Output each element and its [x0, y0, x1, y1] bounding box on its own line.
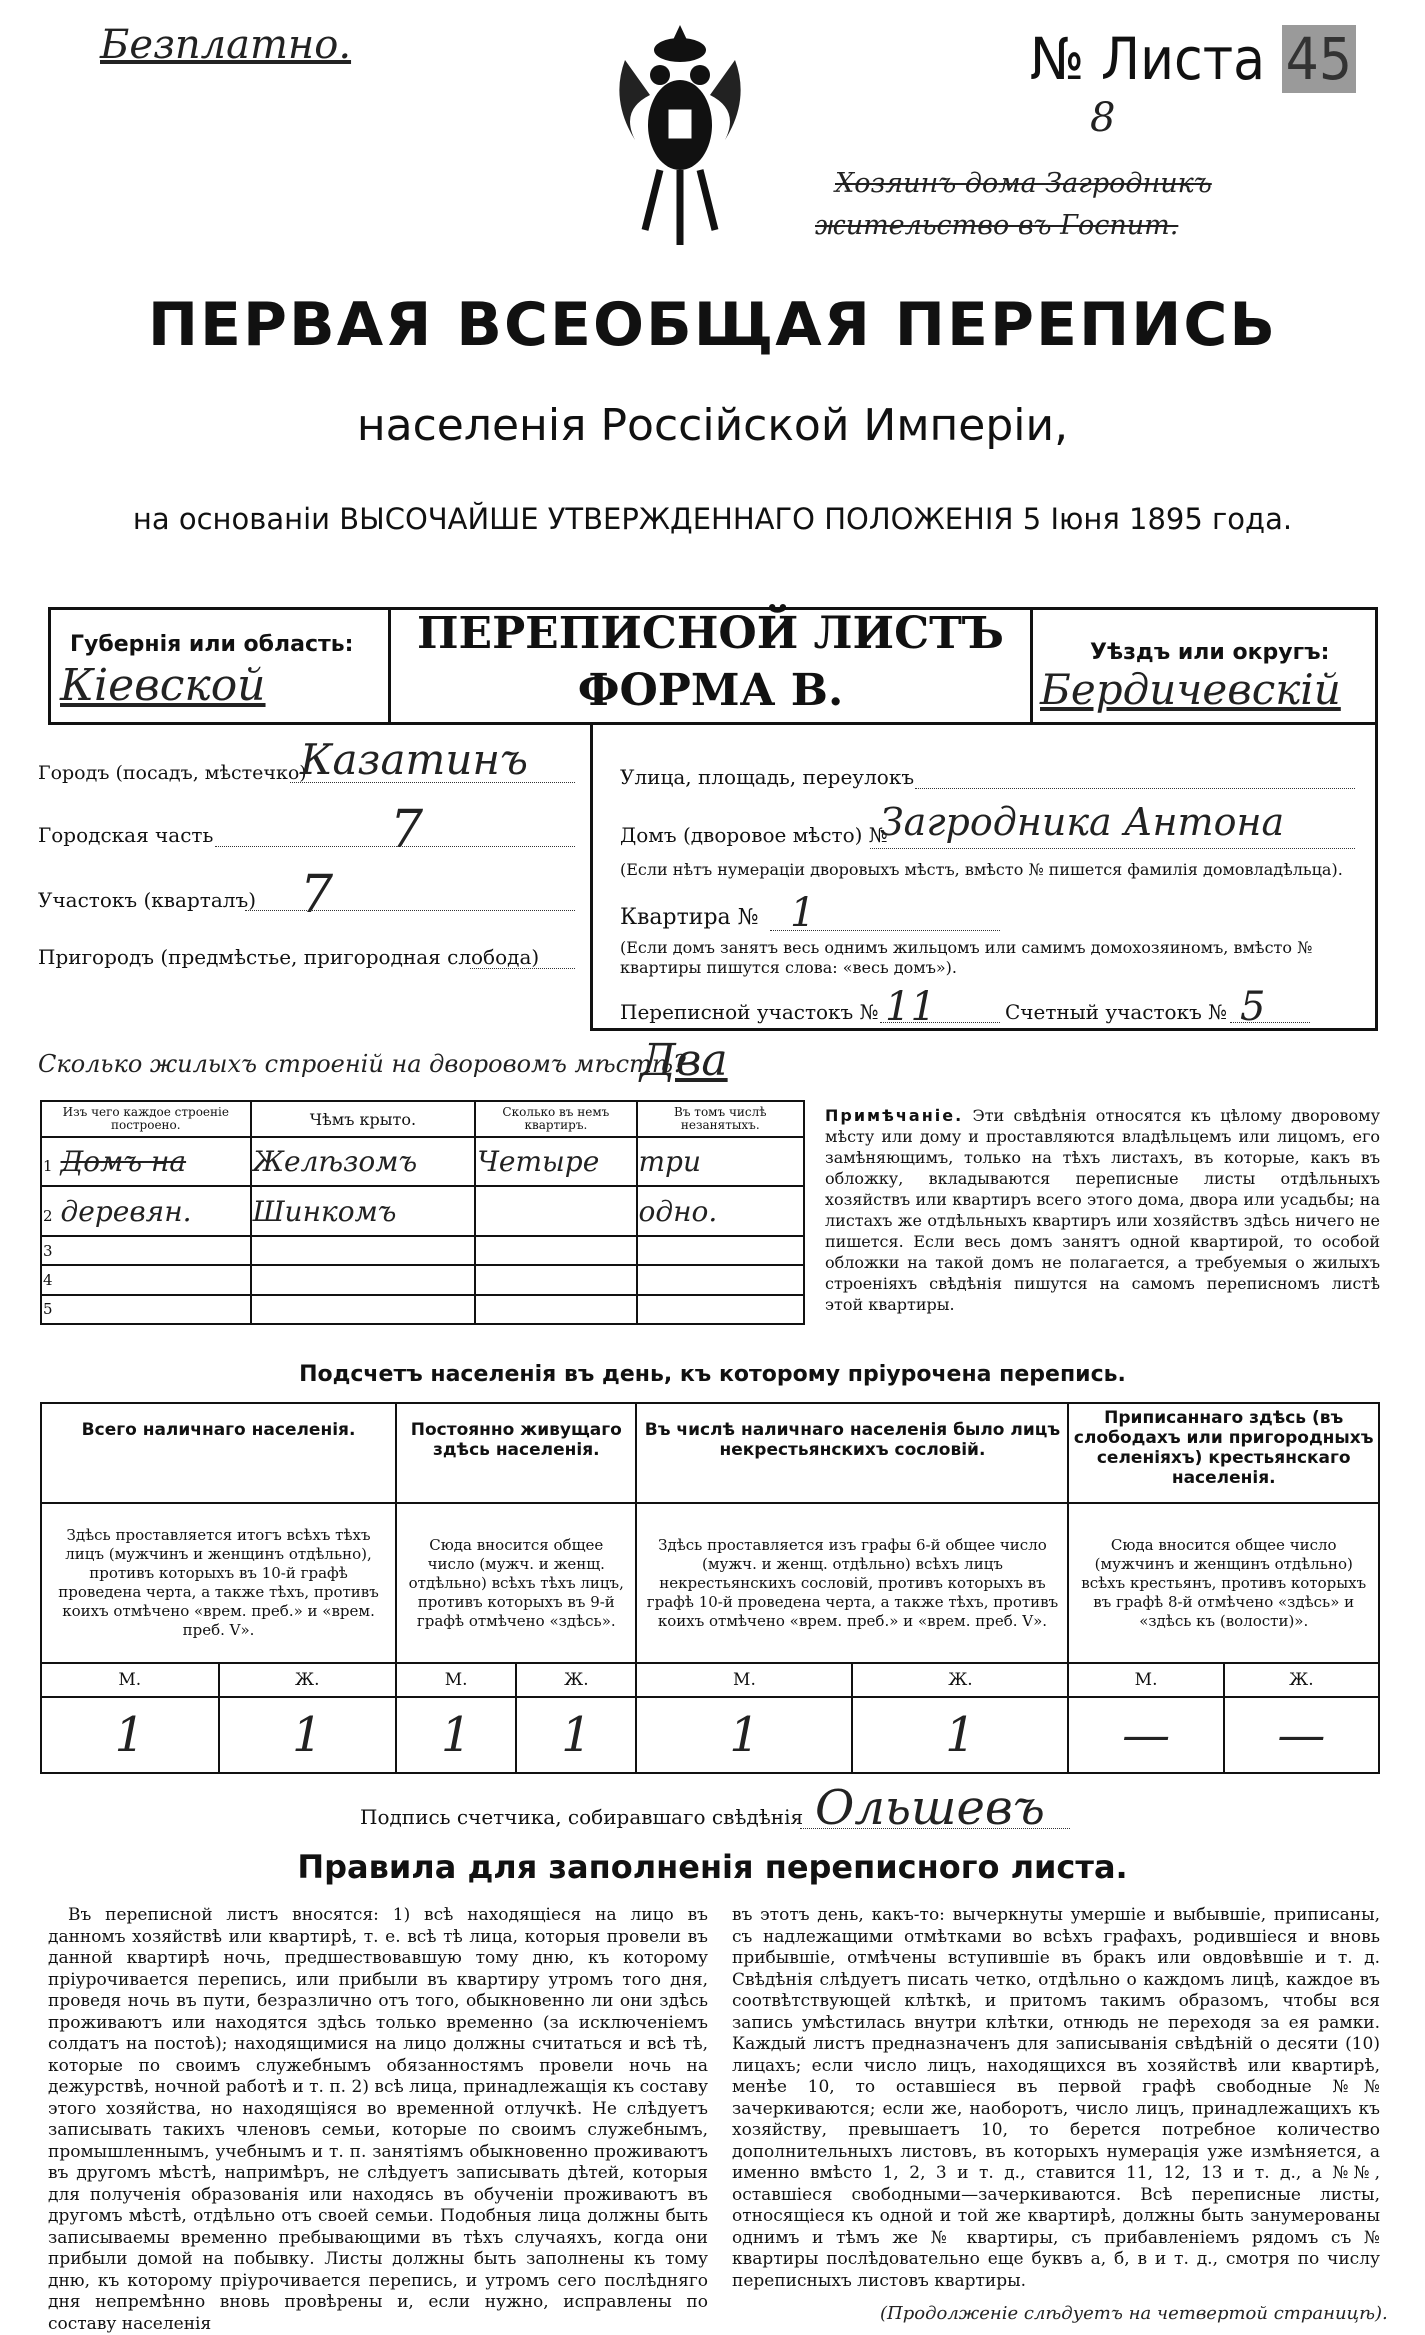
- count-col-1-head: Всего наличнаго населенія.: [41, 1403, 396, 1503]
- count-col-2-desc: Сюда вносится общее число (мужч. и женщ. отдѣльно) всѣхъ тѣхъ лицъ, противъ которыхъ въ 9-й графѣ отмѣчено «здѣсь».: [396, 1503, 636, 1663]
- row-number: 1: [43, 1157, 53, 1176]
- rules-right-column: въ этотъ день, какъ-то: вычеркнуты умершіе и выбывшіе, приписаны, съ надлежащими отмѣтками во всѣхъ графахъ, родившіеся и вновь прибывшіе, отмѣчены вступившіе въ бракъ или овдовѣвшіе и т. д. Свѣдѣнія слѣдуетъ писать четко, отдѣльно о каждомъ лицѣ, каждое въ соотвѣтствующей клѣткѣ, и притомъ такимъ образомъ, чтобы вся запись умѣстилась внутри клѣтки, отнюдь не переходя за ея рамки. Каждый листъ предназначенъ для записыванія свѣдѣній о десяти (10) лицахъ; если число лицъ, находящихся въ хозяйствѣ или квартирѣ, менѣе 10, то оставшіеся въ первой графѣ свободные №№ зачеркиваются; если же, наоборотъ, число лицъ, принадлежащихъ къ хозяйству, превышаетъ 10, то берется потребное количество дополнительныхъ листовъ, въ которыхъ нумерація уже измѣняется, а именно вмѣсто 1, 2, 3 и т. д., ставится 11, 12, 13 и т. д., а №№, оставшіеся свободными—зачеркиваются. Всѣ переписные листы, относящіеся къ одной и той же квартирѣ, должны быть занумерованы однимъ и тѣмъ же № квартиры, съ прибавленіемъ рядомъ съ № квартиры послѣдовательно еще буквъ а, б, в и т. д., смотря по числу переписныхъ листовъ квартиры.: [732, 1905, 1380, 2291]
- buildings-header-material: Изъ чего каждое строеніе построено.: [41, 1101, 251, 1137]
- dom-note: (Если нѣтъ нумераціи дворовыхъ мѣстъ, вмѣсто № пишется фамилія домовладѣльца).: [620, 860, 1343, 879]
- buildings-table: [40, 1100, 805, 1325]
- buildings-header-roof: Чѣмъ крыто.: [251, 1101, 476, 1137]
- chast-label: Городская часть: [38, 823, 214, 847]
- main-title: ПЕРВАЯ ВСЕОБЩАЯ ПЕРЕПИСЬ: [147, 290, 1278, 360]
- perepisnoy-label: Переписной участокъ №: [620, 1000, 879, 1024]
- chast-value: 7: [390, 800, 424, 860]
- gorod-label: Городъ (посадъ, мѣстечко): [38, 762, 307, 784]
- uezd-label: Уѣздъ или округъ:: [1090, 640, 1330, 665]
- cell-vacant: [637, 1295, 805, 1324]
- gubernia-value: Кіевской: [60, 660, 266, 711]
- cell-roof: Шинкомъ: [251, 1186, 476, 1235]
- kvartira-value: 1: [790, 890, 816, 936]
- cell-material: деревян.: [60, 1194, 192, 1228]
- sheet-number-label: № Листа: [1030, 25, 1266, 93]
- count-col-2-head: Постоянно живущаго здѣсь населенія.: [396, 1403, 636, 1503]
- form-label: ФОРМА В.: [577, 665, 844, 716]
- count-col-1-m: 1: [41, 1697, 219, 1773]
- rules-left-column: Въ переписной листъ вносятся: 1) всѣ находящіеся на лицо въ данномъ хозяйствѣ или квартирѣ, т. е. всѣ тѣ лица, которыя провели въ данной квартирѣ ночь, предшествовавшую тому дню, къ которому пріурочивается перепись, или прибыли въ квартиру утромъ того дня, проведя ночь въ пути, безразлично отъ того, обыкновенно ли они здѣсь проживаютъ или находятся здѣсь только временно (за исключеніемъ солдатъ на постоѣ); находящимися на лицо должны считаться и всѣ тѣ, которые по своимъ служебнымъ обязанностямъ провели ночь на дежурствѣ, ночной работѣ и т. п. 2) всѣ лица, принадлежащія къ составу этого хозяйства, но находящіяся во временной отлучкѣ. Не слѣдуетъ записывать такихъ членовъ семьи, которые по своимъ служебнымъ, промышленнымъ, учебнымъ и т. п. занятіямъ обыкновенно проживаютъ въ другомъ мѣстѣ, напримѣръ, не слѣдуетъ записывать дѣтей, которыя для полученія образованія или находясь въ обученіи проживаютъ въ другомъ мѣстѣ, отдѣльно отъ своей семьи. Подобныя лица должны быть записываемы временно пребывающими въ тѣхъ случаяхъ, когда они прибыли домой на побывку. Листы должны быть заполнены къ тому дню, къ которому пріурочивается перепись, и утромъ сего послѣдняго дня непремѣнно вновь провѣрены и, если нужно, исправлены по составу населенія: [48, 1905, 708, 2334]
- row-number: 3: [41, 1236, 251, 1265]
- kvartira-note: (Если домъ занятъ весь однимъ жильцомъ или самимъ домохозяиномъ, вмѣсто № квартиры пишутся слова: «весь домъ»).: [620, 938, 1313, 977]
- schetny-label: Счетный участокъ №: [1005, 1000, 1228, 1024]
- count-col-3-desc: Здѣсь проставляется изъ графы 6-й общее число (мужч. и женщ. отдѣльно) всѣхъ лицъ некрестьянскихъ сословій, противъ которыхъ въ графѣ 10-й проведена черта, а также тѣхъ, противъ коихъ отмѣчено «врем. преб.» и «врем. преб. V».: [636, 1503, 1068, 1663]
- row-number: 4: [41, 1265, 251, 1294]
- sheet-number-value: 45: [1282, 25, 1356, 93]
- count-zh-label: Ж.: [219, 1663, 397, 1697]
- count-m-label: М.: [1068, 1663, 1223, 1697]
- cell-apts: [475, 1265, 636, 1294]
- count-zh-label: Ж.: [516, 1663, 636, 1697]
- count-col-4-m: —: [1068, 1697, 1223, 1773]
- count-col-4-desc: Сюда вносится общее число (мужчинъ и женщинъ отдѣльно) всѣхъ крестьянъ, противъ которыхъ въ графѣ 8-й отмѣчено «здѣсь» и «здѣсь къ (волости)».: [1068, 1503, 1379, 1663]
- buildings-header-vacant: Въ томъ числѣ незанятыхъ.: [637, 1101, 805, 1137]
- signature-label: Подпись счетчика, собиравшаго свѣдѣнія: [360, 1805, 804, 1829]
- buildings-header-apts: Сколько въ немъ квартиръ.: [475, 1101, 636, 1137]
- cell-roof: Желѣзомъ: [251, 1137, 476, 1186]
- cell-apts: [475, 1295, 636, 1324]
- cell-apts: [475, 1236, 636, 1265]
- table-row: [41, 1295, 804, 1324]
- count-col-3-m: 1: [636, 1697, 852, 1773]
- rules-continued: (Продолженіе слѣдуетъ на четвертой страницѣ).: [880, 2303, 1388, 2324]
- legal-basis: на основаніи ВЫСОЧАЙШЕ УТВЕРЖДЕННАГО ПОЛОЖЕНІЯ 5 Іюня 1895 года.: [132, 502, 1293, 536]
- buildings-note: [825, 1105, 1380, 1315]
- note-text: Эти свѣдѣнія относятся къ цѣлому дворовому мѣсту или дому и проставляются владѣльцемъ или лицомъ, его замѣняющимъ, только на тѣхъ листахъ, въ которые, какъ въ обложку, вкладываются переписные листы отдѣльныхъ хозяйствъ или квартиръ всего этого дома, двора или усадьбы; на листахъ же отдѣльныхъ квартиръ или хозяйствъ здѣсь ничего не пишется. Если весь домъ занятъ одной квартирой, то особой обложки на такой домъ не полагается, а требуемыя о жилыхъ строеніяхъ свѣдѣнія пишутся на самомъ переписномъ листѣ этой квартиры.: [825, 1106, 1381, 1314]
- count-col-4-zh: —: [1224, 1697, 1379, 1773]
- kvartira-label: Квартира №: [620, 905, 759, 930]
- free-label: Безплатно.: [100, 22, 352, 68]
- subtitle: населенія Россійской Имперіи,: [356, 400, 1069, 451]
- note-title: Примѣчаніе.: [825, 1106, 964, 1125]
- uchastok-label: Участокъ (кварталъ): [38, 888, 256, 912]
- count-col-1-desc: Здѣсь проставляется итогъ всѣхъ тѣхъ лицъ (мужчинъ и женщинъ отдѣльно), противъ которыхъ въ 10-й графѣ проведена черта, а также тѣхъ, противъ коихъ отмѣчено «врем. преб.» и «врем. преб. V».: [41, 1503, 396, 1663]
- cell-roof: [251, 1265, 476, 1294]
- count-col-3-zh: 1: [852, 1697, 1068, 1773]
- cell-roof: [251, 1295, 476, 1324]
- cell-apts: Четыре: [475, 1137, 636, 1186]
- signature-value: Ольшевъ: [815, 1780, 1045, 1836]
- perepisnoy-value: 11: [885, 984, 936, 1030]
- ulitsa-label: Улица, площадь, переулокъ: [620, 765, 915, 789]
- cell-vacant: одно.: [637, 1186, 805, 1235]
- dom-value: Загродника Антона: [880, 800, 1285, 844]
- uchastok-value: 7: [300, 865, 334, 925]
- count-m-label: М.: [396, 1663, 516, 1697]
- cell-vacant: [637, 1265, 805, 1294]
- dom-label: Домъ (дворовое мѣсто) №: [620, 823, 888, 847]
- sheet-title: ПЕРЕПИСНОЙ ЛИСТЪ: [417, 608, 1004, 659]
- count-zh-label: Ж.: [852, 1663, 1068, 1697]
- count-zh-label: Ж.: [1224, 1663, 1379, 1697]
- count-col-2-m: 1: [396, 1697, 516, 1773]
- row-number: 2: [43, 1206, 53, 1225]
- cell-vacant: [637, 1236, 805, 1265]
- cell-apts: [475, 1186, 636, 1235]
- schetny-value: 5: [1240, 984, 1266, 1030]
- count-col-3-head: Въ числѣ наличнаго населенія было лицъ некрестьянскихъ сословій.: [636, 1403, 1068, 1503]
- eagle-emblem-icon: [605, 20, 755, 250]
- count-table: [40, 1402, 1380, 1774]
- count-title: Подсчетъ населенія въ день, къ которому пріурочена перепись.: [299, 1362, 1126, 1387]
- prigorod-label: Пригородъ (предмѣстье, пригородная слобода): [38, 945, 540, 969]
- handwritten-note-line2: жительство въ Госпит.: [815, 210, 1179, 241]
- gorod-value: Казатинъ: [300, 735, 529, 784]
- sheet-number-handwritten: 8: [1090, 95, 1116, 141]
- buildings-question: Сколько жилыхъ строеній на дворовомъ мѣстѣ?: [38, 1050, 686, 1078]
- count-col-1-zh: 1: [219, 1697, 397, 1773]
- uezd-value: Бердичевскій: [1040, 665, 1341, 714]
- table-row: [41, 1137, 804, 1186]
- count-col-2-zh: 1: [516, 1697, 636, 1773]
- cell-material: Домъ на: [60, 1145, 187, 1179]
- row-number: 5: [41, 1295, 251, 1324]
- gubernia-label: Губернія или область:: [70, 632, 354, 657]
- count-m-label: М.: [41, 1663, 219, 1697]
- count-m-label: М.: [636, 1663, 852, 1697]
- count-col-4-head: Приписаннаго здѣсь (въ слободахъ или пригородныхъ селеніяхъ) крестьянскаго населенія.: [1068, 1403, 1379, 1503]
- cell-vacant: три: [637, 1137, 805, 1186]
- table-row: [41, 1236, 804, 1265]
- buildings-answer: Два: [640, 1035, 728, 1086]
- table-row: [41, 1186, 804, 1235]
- cell-roof: [251, 1236, 476, 1265]
- table-row: [41, 1265, 804, 1294]
- handwritten-note-line1: Хозяинъ дома Загродникъ: [835, 168, 1212, 199]
- rules-title: Правила для заполненія переписного листа.: [297, 1848, 1128, 1886]
